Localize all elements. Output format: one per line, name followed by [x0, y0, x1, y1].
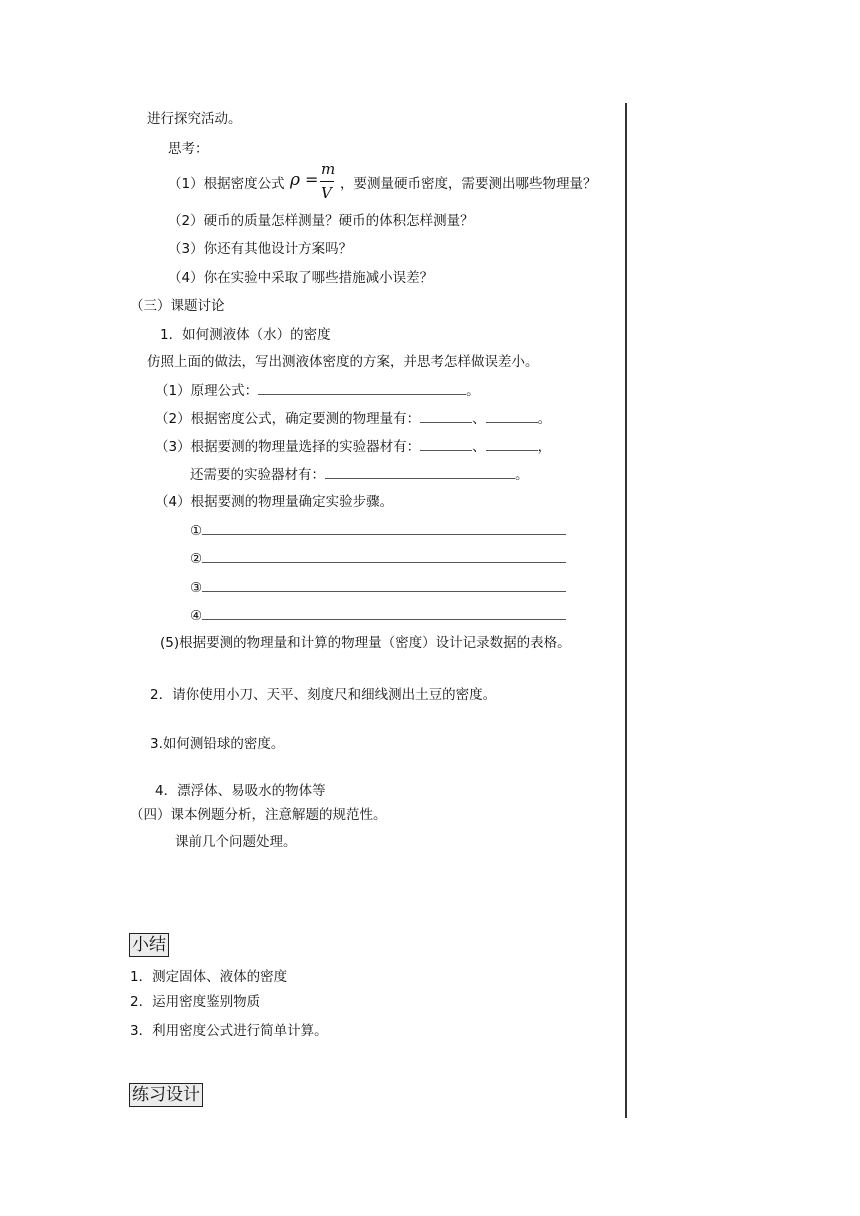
summary-title: 小结 [129, 933, 169, 957]
blank-procedure-1 [202, 521, 566, 535]
discussion-4: 4．漂浮体、易吸水的物体等 [155, 783, 326, 799]
section-4-heading: （四）课本例题分析，注意解题的规范性。 [130, 807, 387, 823]
blank-equipment-2 [486, 437, 538, 451]
section-4-note: 课前几个问题处理。 [175, 834, 297, 850]
formula-rho: ρ [290, 170, 300, 190]
circled-1: ① [190, 523, 203, 539]
text-line: 进行探究活动。 [147, 111, 242, 127]
step-3-extra-label: 还需要的实验器材有： [190, 467, 325, 483]
blank-principle-formula [258, 381, 466, 395]
blank-procedure-4 [202, 606, 566, 620]
circled-2: ② [190, 551, 203, 567]
practice-design-title: 练习设计 [129, 1083, 203, 1107]
question-2: （2）硬币的质量怎样测量？硬币的体积怎样测量？ [168, 213, 474, 229]
procedure-step-3 [190, 578, 566, 597]
step-2-label: （2）根据密度公式，确定要测的物理量有： [155, 411, 421, 427]
question-1-suffix: ，要测量硬币密度，需要测出哪些物理量？ [340, 176, 597, 192]
step-3-sep: 、 [472, 439, 486, 455]
step-4: （4）根据要测的物理量确定实验步骤。 [155, 494, 394, 510]
step-3 [155, 437, 551, 456]
question-1-prefix: （1）根据密度公式 [168, 176, 285, 192]
step-2-sep: 、 [472, 411, 486, 427]
circled-4: ④ [190, 608, 203, 624]
step-3-end: ， [537, 439, 552, 455]
step-3-label: （3）根据要测的物理量选择的实验器材有： [155, 439, 421, 455]
formula-fraction-bar [320, 181, 334, 182]
step-1-label: （1）原理公式： [155, 383, 259, 399]
discussion-1: 1．如何测液体（水）的密度 [160, 327, 331, 343]
discussion-1-instruction: 仿照上面的做法，写出测液体密度的方案，并思考怎样做误差小。 [147, 354, 539, 370]
step-2 [155, 409, 551, 428]
blank-quantity-1 [420, 409, 472, 423]
blank-procedure-3 [202, 578, 566, 592]
summary-item-2: 2．运用密度鉴别物质 [130, 994, 261, 1010]
procedure-step-2 [190, 549, 566, 568]
procedure-step-1 [190, 521, 566, 540]
step-3-extra-end: 。 [515, 467, 529, 483]
thinking-label: 思考： [168, 141, 209, 157]
question-3: （3）你还有其他设计方案吗？ [168, 241, 353, 257]
page-divider-line [625, 103, 627, 1118]
circled-3: ③ [190, 580, 203, 596]
section-3-heading: （三）课题讨论 [130, 298, 225, 314]
blank-procedure-2 [202, 549, 566, 563]
formula-denominator: V [321, 184, 332, 202]
blank-equipment-1 [420, 437, 472, 451]
blank-quantity-2 [486, 409, 538, 423]
density-formula [290, 160, 342, 206]
step-1 [155, 381, 480, 400]
step-2-end: 。 [537, 411, 552, 427]
step-5: (5)根据要测的物理量和计算的物理量（密度）设计记录数据的表格。 [160, 635, 571, 651]
step-3-extra [190, 465, 529, 484]
step-1-end: 。 [466, 383, 480, 399]
summary-item-1: 1．测定固体、液体的密度 [130, 969, 288, 985]
discussion-2: 2．请你使用小刀、天平、刻度尺和细线测出土豆的密度。 [150, 687, 497, 703]
discussion-3: 3.如何测铅球的密度。 [150, 736, 285, 752]
summary-item-3: 3．利用密度公式进行简单计算。 [130, 1023, 328, 1039]
question-4: （4）你在实验中采取了哪些措施减小误差？ [168, 270, 434, 286]
formula-equals: = [305, 170, 319, 189]
blank-extra-equipment [325, 465, 515, 479]
formula-numerator: m [321, 160, 336, 178]
procedure-step-4 [190, 606, 566, 625]
